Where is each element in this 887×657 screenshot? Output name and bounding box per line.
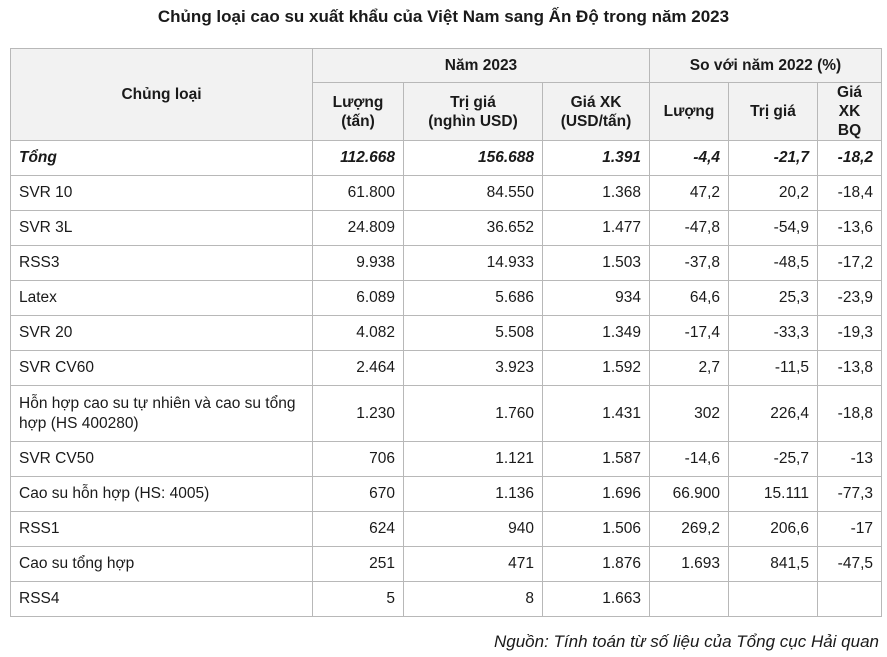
header-compare-value: Trị giá: [729, 83, 818, 141]
row-value-cell: -54,9: [729, 211, 818, 246]
row-value-cell: -47,5: [818, 547, 882, 582]
row-value-cell: [729, 582, 818, 617]
row-value-cell: 20,2: [729, 176, 818, 211]
row-value-cell: 1.587: [543, 442, 650, 477]
table-row: [11, 211, 882, 246]
row-value-cell: 670: [313, 477, 404, 512]
row-category-name: RSS4: [11, 582, 313, 617]
table-row: [11, 351, 882, 386]
row-value-cell: 36.652: [404, 211, 543, 246]
row-value-cell: 25,3: [729, 281, 818, 316]
header-category: Chủng loại: [11, 49, 313, 141]
row-category-name: Latex: [11, 281, 313, 316]
row-value-cell: 64,6: [650, 281, 729, 316]
row-value-cell: -19,3: [818, 316, 882, 351]
row-value-cell: 24.809: [313, 211, 404, 246]
row-value-cell: -47,8: [650, 211, 729, 246]
row-value-cell: -77,3: [818, 477, 882, 512]
row-value-cell: -14,6: [650, 442, 729, 477]
row-value-cell: -18,2: [818, 141, 882, 176]
row-value-cell: 1.391: [543, 141, 650, 176]
row-value-cell: 84.550: [404, 176, 543, 211]
row-value-cell: 841,5: [729, 547, 818, 582]
row-value-cell: -17: [818, 512, 882, 547]
table-row: [11, 582, 882, 617]
row-value-cell: 112.668: [313, 141, 404, 176]
row-value-cell: -37,8: [650, 246, 729, 281]
table-row: [11, 246, 882, 281]
row-value-cell: 1.136: [404, 477, 543, 512]
row-value-cell: 1.368: [543, 176, 650, 211]
total-row: [11, 141, 882, 176]
row-value-cell: 940: [404, 512, 543, 547]
row-value-cell: 1.431: [543, 386, 650, 442]
row-value-cell: 14.933: [404, 246, 543, 281]
row-value-cell: 624: [313, 512, 404, 547]
header-2023-volume: Lượng (tấn): [313, 83, 404, 141]
row-value-cell: 706: [313, 442, 404, 477]
row-category-name: Cao su hỗn hợp (HS: 4005): [11, 477, 313, 512]
table-row: [11, 547, 882, 582]
row-value-cell: -13: [818, 442, 882, 477]
row-value-cell: 471: [404, 547, 543, 582]
row-value-cell: -18,8: [818, 386, 882, 442]
row-value-cell: 9.938: [313, 246, 404, 281]
header-2023-value: Trị giá (nghìn USD): [404, 83, 543, 141]
source-note: Nguồn: Tính toán từ số liệu của Tổng cục Hải quan: [493, 632, 879, 651]
header-compare-2022: So với năm 2022 (%): [650, 49, 882, 83]
row-value-cell: 1.477: [543, 211, 650, 246]
row-value-cell: 251: [313, 547, 404, 582]
row-value-cell: 4.082: [313, 316, 404, 351]
rubber-export-table: [10, 48, 882, 617]
row-value-cell: 226,4: [729, 386, 818, 442]
row-category-name: SVR CV50: [11, 442, 313, 477]
table-body: [11, 141, 882, 617]
row-value-cell: 1.693: [650, 547, 729, 582]
row-value-cell: -18,4: [818, 176, 882, 211]
row-value-cell: 8: [404, 582, 543, 617]
row-category-name: SVR 3L: [11, 211, 313, 246]
row-value-cell: 1.503: [543, 246, 650, 281]
table-row: [11, 316, 882, 351]
row-value-cell: 5.508: [404, 316, 543, 351]
row-category-name: Tổng: [11, 141, 313, 176]
row-value-cell: 66.900: [650, 477, 729, 512]
row-value-cell: 269,2: [650, 512, 729, 547]
row-value-cell: 1.663: [543, 582, 650, 617]
table-row: [11, 386, 882, 442]
row-value-cell: 1.696: [543, 477, 650, 512]
row-value-cell: [818, 582, 882, 617]
row-value-cell: -17,4: [650, 316, 729, 351]
table-row: [11, 281, 882, 316]
row-value-cell: 934: [543, 281, 650, 316]
row-value-cell: 302: [650, 386, 729, 442]
table-title: Chủng loại cao su xuất khẩu của Việt Nam sang Ấn Độ trong năm 2023: [157, 7, 730, 26]
row-value-cell: -13,6: [818, 211, 882, 246]
row-value-cell: 1.592: [543, 351, 650, 386]
row-category-name: Hỗn hợp cao su tự nhiên và cao su tổng hợp (HS 400280): [11, 386, 313, 442]
row-value-cell: 5: [313, 582, 404, 617]
row-value-cell: -11,5: [729, 351, 818, 386]
table-row: [11, 477, 882, 512]
row-value-cell: 1.760: [404, 386, 543, 442]
header-2023-price: Giá XK (USD/tấn): [543, 83, 650, 141]
row-value-cell: -21,7: [729, 141, 818, 176]
header-compare-price: Giá XK BQ: [818, 83, 882, 141]
row-value-cell: 1.506: [543, 512, 650, 547]
header-year-2023: Năm 2023: [313, 49, 650, 83]
row-value-cell: -4,4: [650, 141, 729, 176]
row-value-cell: 61.800: [313, 176, 404, 211]
row-value-cell: 47,2: [650, 176, 729, 211]
row-value-cell: 206,6: [729, 512, 818, 547]
row-value-cell: [650, 582, 729, 617]
row-value-cell: 1.876: [543, 547, 650, 582]
row-value-cell: 1.230: [313, 386, 404, 442]
row-value-cell: 156.688: [404, 141, 543, 176]
row-value-cell: -48,5: [729, 246, 818, 281]
row-value-cell: 6.089: [313, 281, 404, 316]
row-value-cell: -25,7: [729, 442, 818, 477]
row-value-cell: -17,2: [818, 246, 882, 281]
row-category-name: RSS1: [11, 512, 313, 547]
header-compare-volume: Lượng: [650, 83, 729, 141]
row-category-name: RSS3: [11, 246, 313, 281]
row-value-cell: 1.121: [404, 442, 543, 477]
row-category-name: SVR CV60: [11, 351, 313, 386]
row-category-name: SVR 20: [11, 316, 313, 351]
row-value-cell: -33,3: [729, 316, 818, 351]
row-value-cell: -23,9: [818, 281, 882, 316]
row-value-cell: 5.686: [404, 281, 543, 316]
row-value-cell: 1.349: [543, 316, 650, 351]
table-row: [11, 442, 882, 477]
table-row: [11, 512, 882, 547]
row-value-cell: 3.923: [404, 351, 543, 386]
row-value-cell: 15.111: [729, 477, 818, 512]
row-value-cell: 2,7: [650, 351, 729, 386]
row-value-cell: -13,8: [818, 351, 882, 386]
row-category-name: Cao su tổng hợp: [11, 547, 313, 582]
row-category-name: SVR 10: [11, 176, 313, 211]
table-row: [11, 176, 882, 211]
row-value-cell: 2.464: [313, 351, 404, 386]
